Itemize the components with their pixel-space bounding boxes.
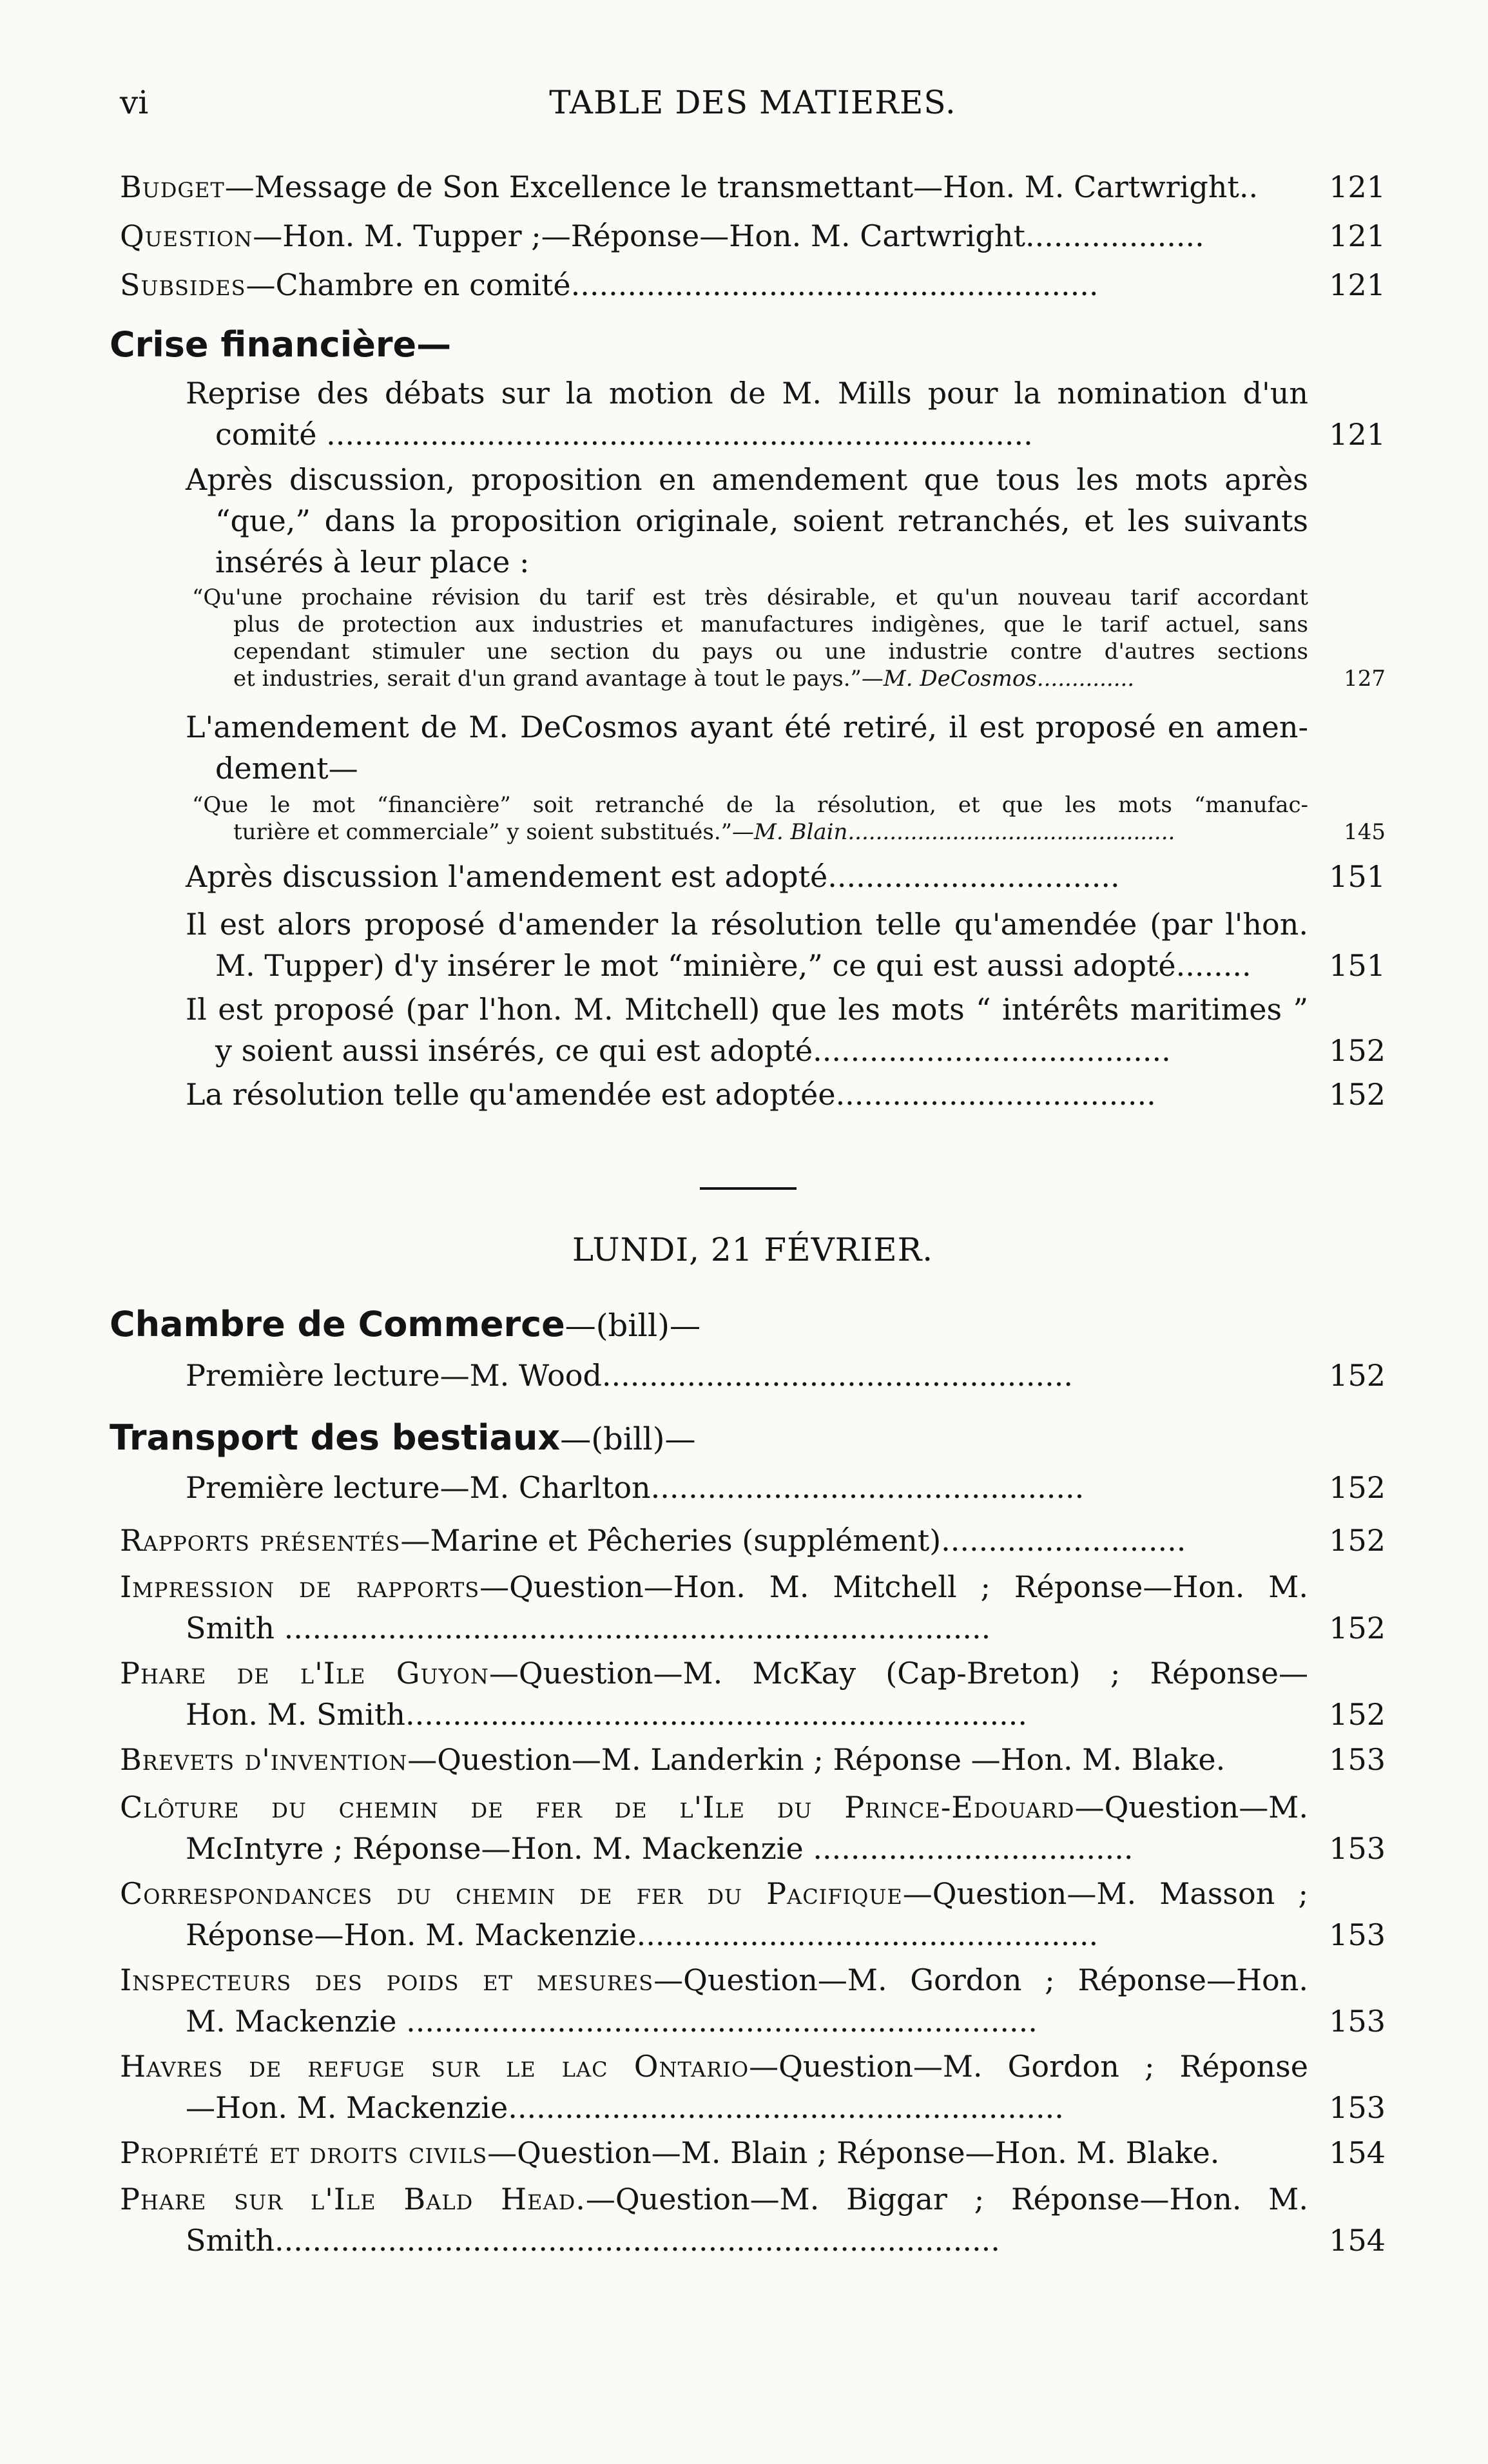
quote1-line-2: plus de protection aux industries et manufactures indigènes, que le tarif actuel, sans — [233, 612, 1308, 637]
entry-text: —Message de Son Excellence le transmettant—Hon. M. Cartwright.. — [224, 170, 1259, 204]
entry-page-number: 121 — [1329, 417, 1386, 452]
entry-text-cont: Smith............................................................................. — [186, 2223, 1000, 2258]
amend-line-1: L'amendement de M. DeCosmos ayant été retiré, il est proposé en amen- — [186, 710, 1308, 744]
maritimes-line-2: y soient aussi insérés, ce qui est adopté...................................... — [215, 1033, 1171, 1068]
toc-entry-cloture — [120, 1787, 1386, 1869]
toc-entry-correspondances — [120, 1873, 1386, 1955]
quote1-author: —M. DeCosmos.............. — [861, 666, 1135, 692]
quote2-author: —M. Blain............................................... — [732, 819, 1175, 845]
entry-text-cont: Réponse—Hon. M. Mackenzie................................................. — [186, 1917, 1099, 1952]
entry-page-number: 153 — [1329, 1831, 1386, 1866]
commerce-premiere-lecture — [120, 1355, 1386, 1396]
page-title: TABLE DES MATIERES. — [549, 84, 956, 121]
entry-page-number: 154 — [1329, 2135, 1386, 2170]
apres-line-2: “que,” dans la proposition originale, soient retranchés, et les suivants — [215, 503, 1308, 538]
entry-page-number: 152 — [1329, 1077, 1386, 1112]
entry-subject: Clôture du chemin de fer de l'Ile du Prince-Edouard — [120, 1790, 1075, 1825]
crise-adopte — [120, 856, 1386, 897]
entry-page-number: 127 — [1344, 666, 1386, 692]
reprise-line-1: Reprise des débats sur la motion de M. Mills pour la nomination d'un — [186, 376, 1308, 411]
day-heading: LUNDI, 21 FÉVRIER. — [572, 1231, 934, 1268]
toc-entry-phare-guyon — [120, 1653, 1386, 1735]
section-heading-crise: Crise financière— — [110, 324, 452, 365]
bestiaux-premiere-lecture — [120, 1467, 1386, 1508]
entry-text: —Question—M. — [1074, 1790, 1308, 1825]
entry-text: —Marine et Pêcheries (supplément).......................... — [400, 1523, 1186, 1558]
apres-line-1: Après discussion, proposition en amendement que tous les mots après — [186, 462, 1308, 497]
crise-miniere — [120, 904, 1386, 986]
entry-subject: Havres de refuge sur le lac Ontario — [120, 2049, 749, 2084]
section-title: Chambre de Commerce — [110, 1304, 565, 1344]
entry-page-number: 152 — [1329, 1611, 1386, 1645]
entry-subject: Question — [120, 218, 253, 253]
toc-entry-inspecteurs — [120, 1959, 1386, 2042]
entry-page-number: 151 — [1329, 948, 1386, 983]
entry-page-number: 153 — [1329, 2090, 1386, 2125]
amend-line-2: dement— — [215, 751, 358, 786]
entry-text: —Chambre en comité........................................................ — [246, 267, 1099, 302]
page-header — [120, 84, 1386, 135]
entry-text: —Question—M. Landerkin ; Réponse —Hon. M. Blake. — [407, 1742, 1226, 1777]
entry-page-number: 153 — [1329, 1917, 1386, 1952]
entry-text-cont: M. Mackenzie ................................................................... — [186, 2004, 1038, 2039]
quote-blain — [120, 791, 1386, 846]
crise-resolution — [120, 1074, 1386, 1115]
entry-subject: Propriété et droits civils — [120, 2135, 488, 2170]
apres-line-3: insérés à leur place : — [215, 545, 530, 579]
miniere-line-2: M. Tupper) d'y insérer le mot “minière,” ce qui est aussi adopté........ — [215, 948, 1251, 983]
quote1-line-1: “Qu'une prochaine révision du tarif est très désirable, et qu'un nouveau tarif accordant — [192, 585, 1308, 610]
entry-text: —Question—M. McKay (Cap-Breton) ; Réponse— — [488, 1656, 1308, 1691]
quote1-line-3: cependant stimuler une section du pays ou une industrie contre d'autres sections — [233, 639, 1308, 665]
section-heading-commerce — [110, 1302, 701, 1348]
toc-entry-question — [120, 215, 1386, 257]
entry-text: —Question—M. Biggar ; Réponse—Hon. M. — [585, 2182, 1309, 2217]
entry-subject: Inspecteurs des poids et mesures — [120, 1963, 654, 1997]
entry-text-cont: Hon. M. Smith.................................................................. — [186, 1697, 1028, 1732]
toc-entry-brevets — [120, 1739, 1386, 1780]
section-title: Transport des bestiaux — [110, 1417, 561, 1458]
entry-page-number: 152 — [1329, 1470, 1386, 1505]
section-divider — [700, 1187, 797, 1190]
entry-page-number: 152 — [1329, 1033, 1386, 1068]
crise-maritimes — [120, 989, 1386, 1071]
quote2-line-2: turière et commerciale” y soient substitués.” — [233, 819, 733, 845]
entry-subject: Phare de l'Ile Guyon — [120, 1656, 489, 1691]
entry-subject: Budget — [120, 170, 225, 204]
maritimes-line-1: Il est proposé (par l'hon. M. Mitchell) que les mots “ intérêts maritimes ” — [186, 992, 1308, 1027]
entry-page-number: 152 — [1329, 1523, 1386, 1558]
entry-subject: Brevets d'invention — [120, 1742, 408, 1777]
entry-page-number: 121 — [1329, 218, 1386, 253]
crise-amendement-retire — [120, 706, 1386, 789]
toc-entry-impression — [120, 1566, 1386, 1649]
toc-entry-propriete — [120, 2132, 1386, 2173]
entry-page-number: 152 — [1329, 1697, 1386, 1732]
entry-page-number: 153 — [1329, 2004, 1386, 2039]
entry-text: —Question—M. Gordon ; Réponse—Hon. — [653, 1963, 1308, 1997]
entry-subject: Rapports présentés — [120, 1523, 401, 1558]
toc-entry-rapports — [120, 1520, 1386, 1561]
entry-text: —Hon. M. Tupper ;—Réponse—Hon. M. Cartwright................... — [253, 218, 1204, 253]
adopte-text: Après discussion l'amendement est adopté............................... — [186, 859, 1120, 894]
reprise-line-2: comité ........................................................................... — [215, 417, 1033, 452]
entry-text-cont: McIntyre ; Réponse—Hon. M. Mackenzie .................................. — [186, 1831, 1134, 1866]
entry-text: —Question—Hon. M. Mitchell ; Réponse—Hon. M. — [479, 1569, 1308, 1604]
section-suffix: —(bill)— — [560, 1421, 696, 1457]
section-heading-bestiaux — [110, 1415, 695, 1462]
entry-text: —Question—M. Masson ; — [902, 1876, 1308, 1911]
entry-text: Première lecture—M. Wood.................................................. — [186, 1358, 1074, 1393]
entry-page-number: 145 — [1344, 819, 1386, 845]
entry-page-number: 151 — [1329, 859, 1386, 894]
entry-page-number: 154 — [1329, 2223, 1386, 2258]
toc-entry-subsides — [120, 264, 1386, 306]
quote-decosmos — [120, 584, 1386, 692]
entry-text: —Question—M. Blain ; Réponse—Hon. M. Blake. — [487, 2135, 1220, 2170]
entry-page-number: 121 — [1329, 267, 1386, 302]
quote1-line-4: et industries, serait d'un grand avantage à tout le pays.” — [233, 666, 862, 692]
toc-entry-havres — [120, 2046, 1386, 2128]
section-suffix: —(bill)— — [565, 1308, 701, 1344]
quote2-line-1: “Que le mot “financière” soit retranché de la résolution, et que les mots “manufac- — [192, 792, 1308, 818]
miniere-line-1: Il est alors proposé d'amender la résolution telle qu'amendée (par l'hon. — [186, 907, 1308, 942]
page-number: vi — [120, 84, 149, 121]
entry-text-cont: Smith ........................................................................... — [186, 1611, 991, 1645]
entry-subject: Impression de rapports — [120, 1569, 480, 1604]
entry-page-number: 121 — [1329, 170, 1386, 204]
crise-apres-discussion — [120, 459, 1386, 583]
entry-page-number: 152 — [1329, 1358, 1386, 1393]
crise-reprise — [120, 373, 1386, 455]
resolution-text: La résolution telle qu'amendée est adoptée.................................. — [186, 1077, 1156, 1112]
toc-entry-budget — [120, 166, 1386, 208]
entry-page-number: 153 — [1329, 1742, 1386, 1777]
entry-text: Première lecture—M. Charlton.............................................. — [186, 1470, 1085, 1505]
entry-subject: Correspondances du chemin de fer du Pacifique — [120, 1876, 903, 1911]
toc-entry-phare-bald-head — [120, 2178, 1386, 2261]
entry-text-cont: —Hon. M. Mackenzie........................................................... — [186, 2090, 1064, 2125]
entry-subject: Phare sur l'Ile Bald Head. — [120, 2182, 586, 2217]
entry-text: —Question—M. Gordon ; Réponse — [749, 2049, 1309, 2084]
entry-subject: Subsides — [120, 267, 246, 302]
